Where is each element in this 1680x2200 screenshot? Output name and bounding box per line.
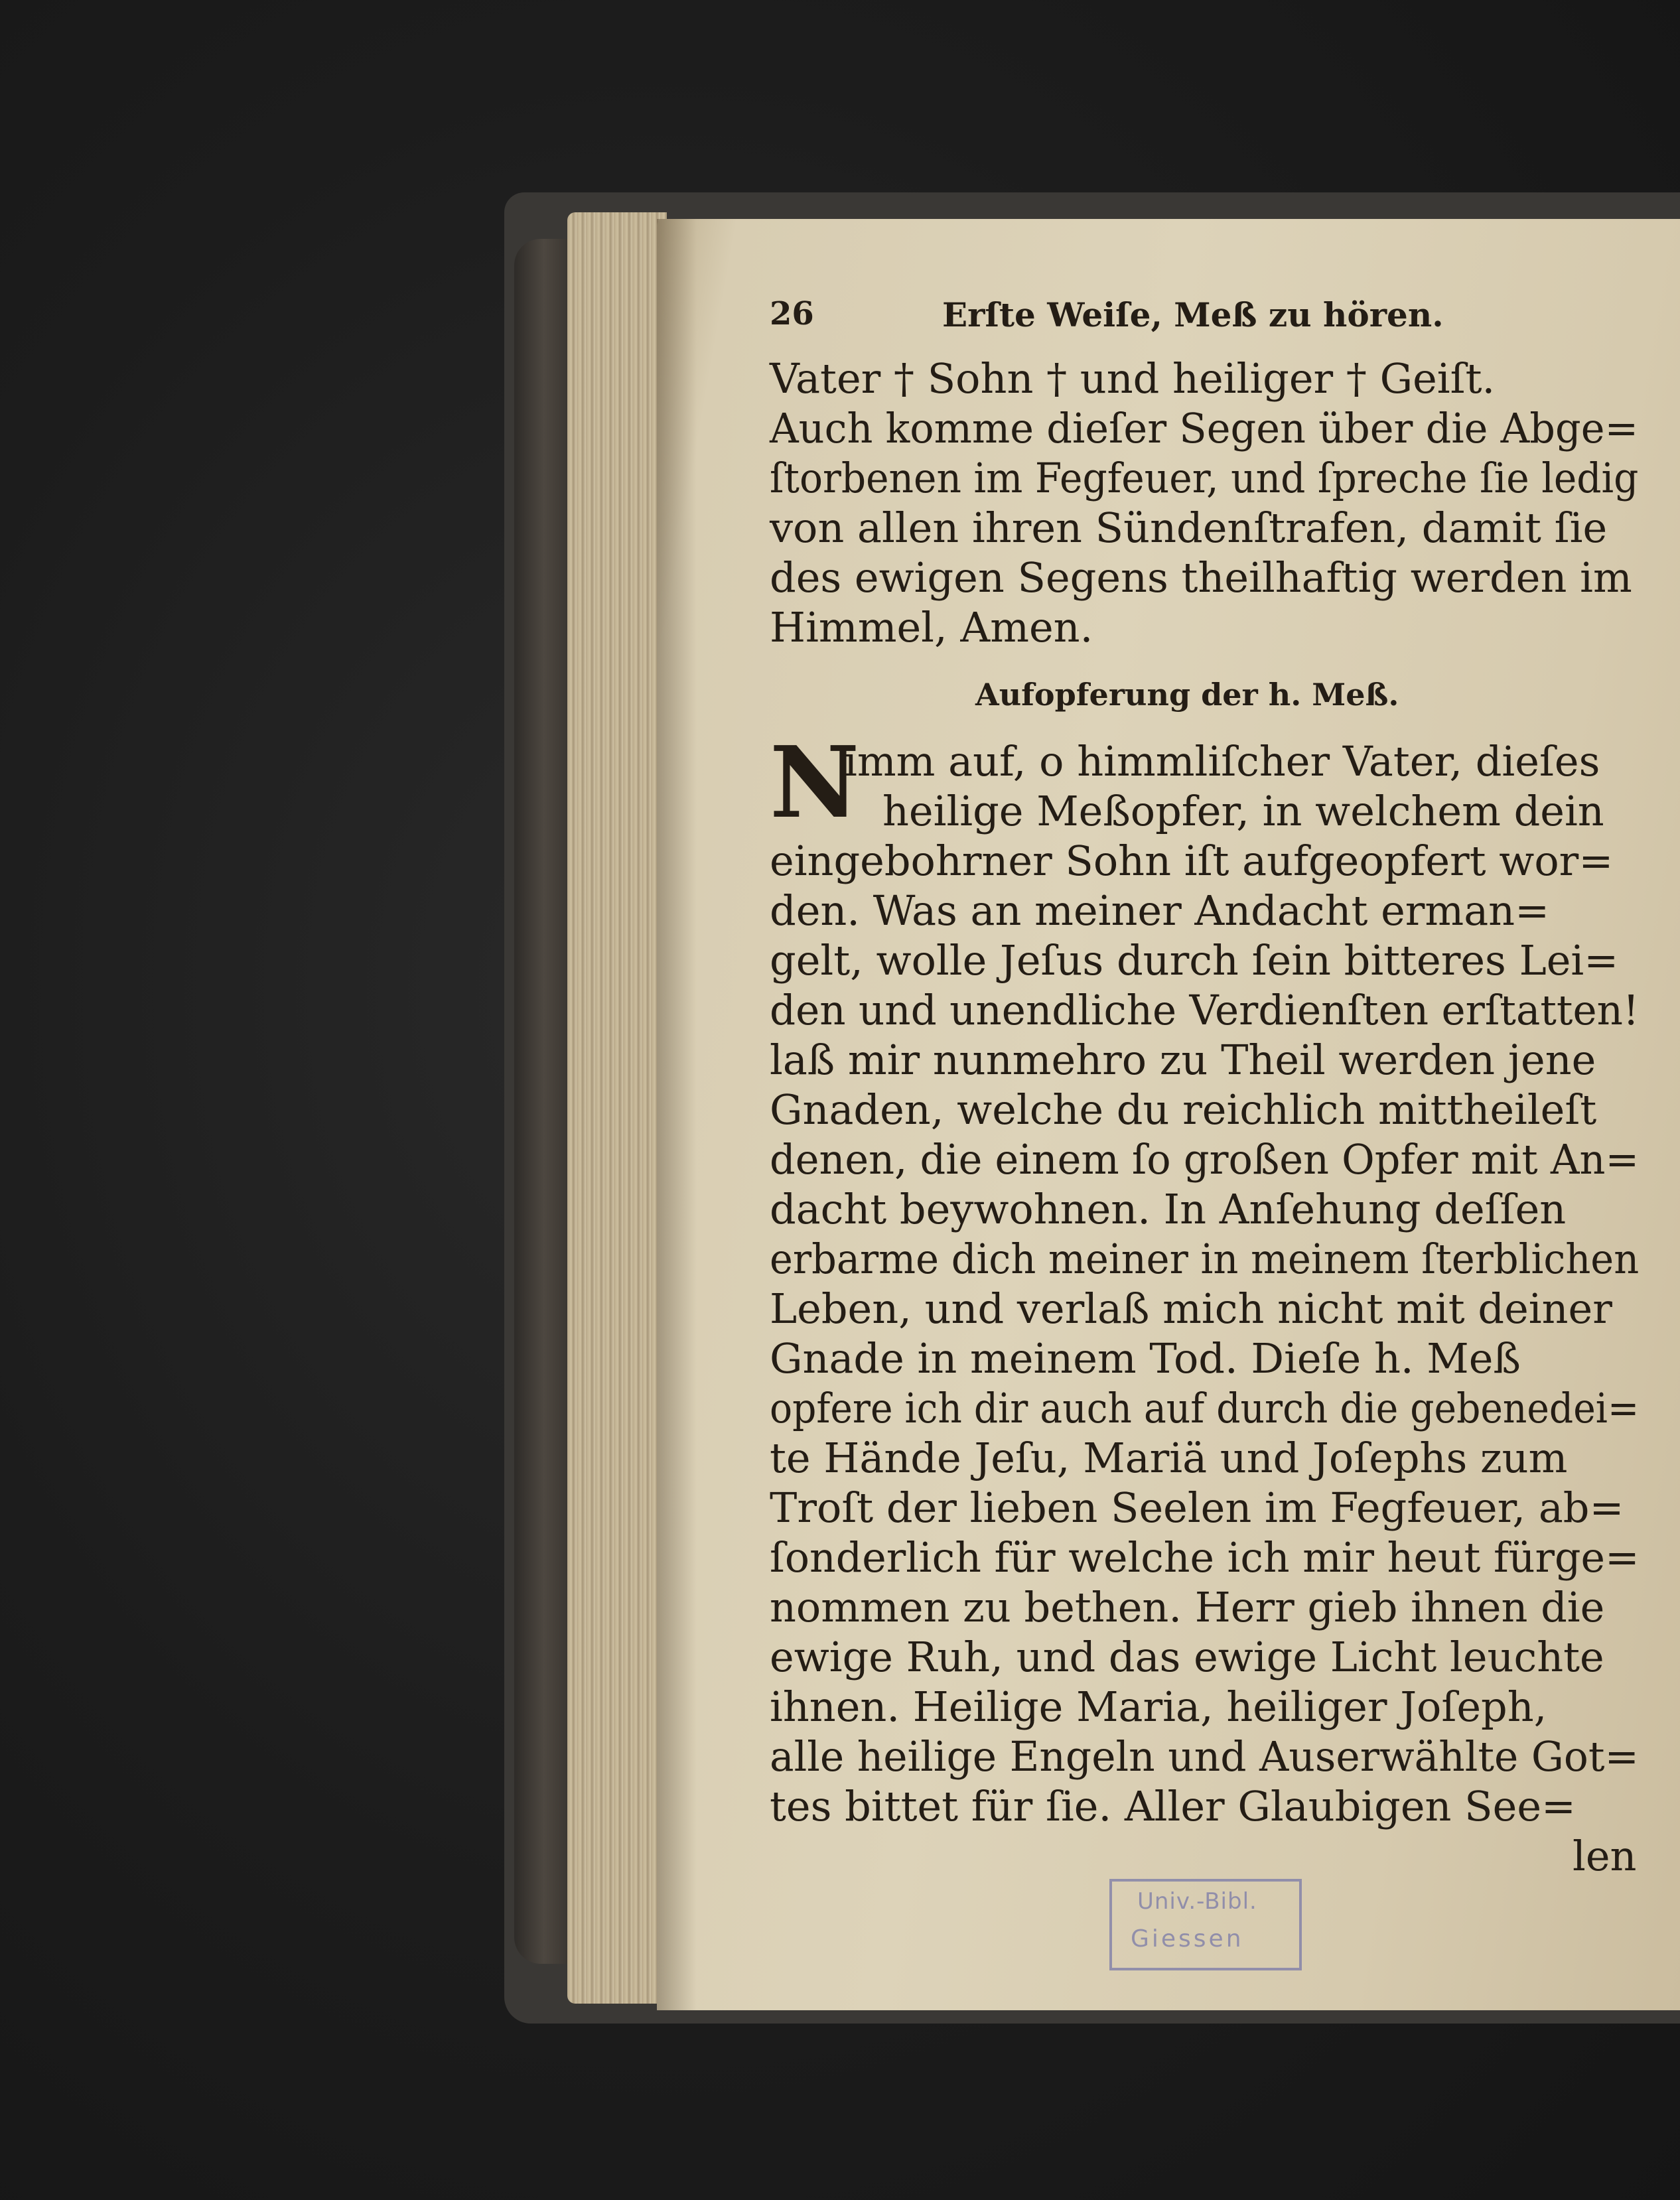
running-title: Erſte Weiſe, Meß zu hören. (942, 295, 1444, 334)
section-heading: Aufopferung der h. Meß. (975, 677, 1399, 713)
library-stamp (1109, 1879, 1302, 1970)
text-line: Troſt der lieben Seelen im Fegfeuer, ab= (770, 1483, 1624, 1532)
text-line: te Hände Jeſu, Mariä und Joſephs zum (770, 1434, 1568, 1482)
text-line: erbarme dich meiner in meinem ſterblichen (770, 1235, 1640, 1283)
book-spine (514, 239, 574, 1964)
catchword: len (1573, 1832, 1637, 1880)
text-line: nommen zu bethen. Herr gieb ihnen die (770, 1583, 1605, 1631)
page-edges (567, 212, 667, 2004)
text-line: den und unendliche Verdienſten erſtatten! (770, 986, 1640, 1034)
page-header (770, 295, 1619, 342)
text-line: des ewigen Segens theilhaftig werden im (770, 553, 1632, 602)
text-line: tes bittet für ſie. Aller Glaubigen See= (770, 1782, 1576, 1830)
text-line: ſtorbenen im Fegfeuer, und ſpreche ſie ledig (770, 454, 1639, 502)
text-line: Auch komme dieſer Segen über die Abge= (770, 404, 1639, 452)
stamp-line-1: Univ.-Bibl. (1137, 1888, 1257, 1915)
text-line: eingebohrner Sohn iſt aufgeopfert wor= (770, 837, 1614, 885)
text-line: ihnen. Heilige Maria, heiliger Joſeph, (770, 1683, 1547, 1731)
stamp-line-2: Giessen (1131, 1925, 1244, 1953)
text-line: denen, die einem ſo großen Opfer mit An= (770, 1135, 1640, 1184)
text-line: imm auf, o himmliſcher Vater, dieſes (844, 737, 1600, 786)
text-line: Gnade in meinem Tod. Dieſe h. Meß (770, 1334, 1521, 1383)
text-line: Himmel, Amen. (770, 603, 1093, 652)
text-line: ſonderlich für welche ich mir heut fürge= (770, 1533, 1640, 1582)
text-line: laß mir nunmehro zu Theil werden jene (770, 1036, 1596, 1084)
drop-cap: N (770, 724, 860, 840)
text-line: Gnaden, welche du reichlich mittheileſt (770, 1085, 1597, 1134)
gutter-shadow (657, 219, 697, 2010)
text-line: von allen ihren Sündenſtrafen, damit ſie (770, 504, 1608, 552)
text-line: dacht beywohnen. In Anſehung deſſen (770, 1185, 1567, 1233)
page-number: 26 (770, 295, 814, 332)
text-line: Vater † Sohn † und heiliger † Geiſt. (770, 354, 1496, 403)
text-line: Leben, und verlaß mich nicht mit deiner (770, 1284, 1612, 1333)
text-line: gelt, wolle Jeſus durch ſein bitteres Lei= (770, 936, 1619, 985)
text-line: alle heilige Engeln und Auserwählte Got= (770, 1732, 1639, 1781)
text-line: den. Was an meiner Andacht erman= (770, 886, 1550, 935)
text-line: heilige Meßopfer, in welchem dein (882, 787, 1604, 835)
text-line: ewige Ruh, und das ewige Licht leuchte (770, 1633, 1604, 1681)
text-line: opfere ich dir auch auf durch die gebenedei= (770, 1384, 1640, 1432)
